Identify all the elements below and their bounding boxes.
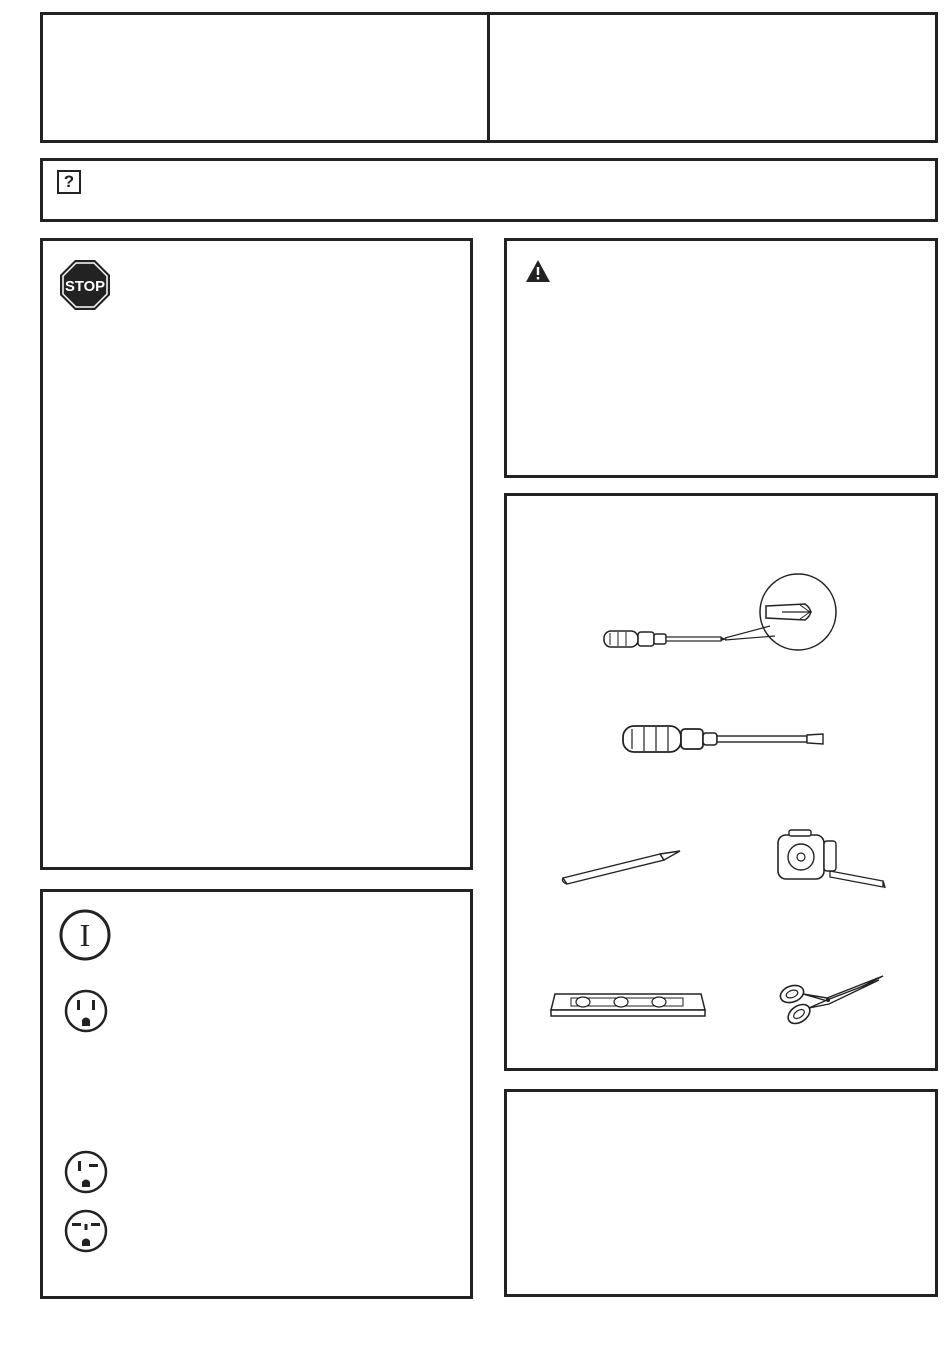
- stop-sign-icon: [59, 259, 111, 311]
- pencil-icon: [560, 848, 684, 888]
- important-i-icon: [58, 908, 112, 962]
- three-prong-outlet-icon: [63, 988, 109, 1034]
- phillips-screwdriver-icon: [600, 568, 845, 658]
- scissors-icon: [775, 972, 887, 1030]
- question-bar: [40, 158, 938, 222]
- flat-screwdriver-icon: [620, 718, 830, 760]
- question-mark-icon: ?: [57, 170, 81, 194]
- level-icon: [549, 988, 707, 1022]
- outlet-t-slot-icon: [63, 1208, 109, 1254]
- header-box: [40, 12, 938, 143]
- stop-panel: [40, 238, 473, 870]
- important-i-letter: I: [79, 917, 91, 953]
- stop-sign-text: STOP: [65, 278, 105, 295]
- outlet-20a-icon: [63, 1149, 109, 1195]
- tape-measure-icon: [775, 827, 890, 895]
- warning-triangle-icon: [525, 259, 551, 283]
- warning-panel: [504, 238, 938, 478]
- bottom-right-panel: [504, 1089, 938, 1297]
- header-divider: [487, 15, 490, 140]
